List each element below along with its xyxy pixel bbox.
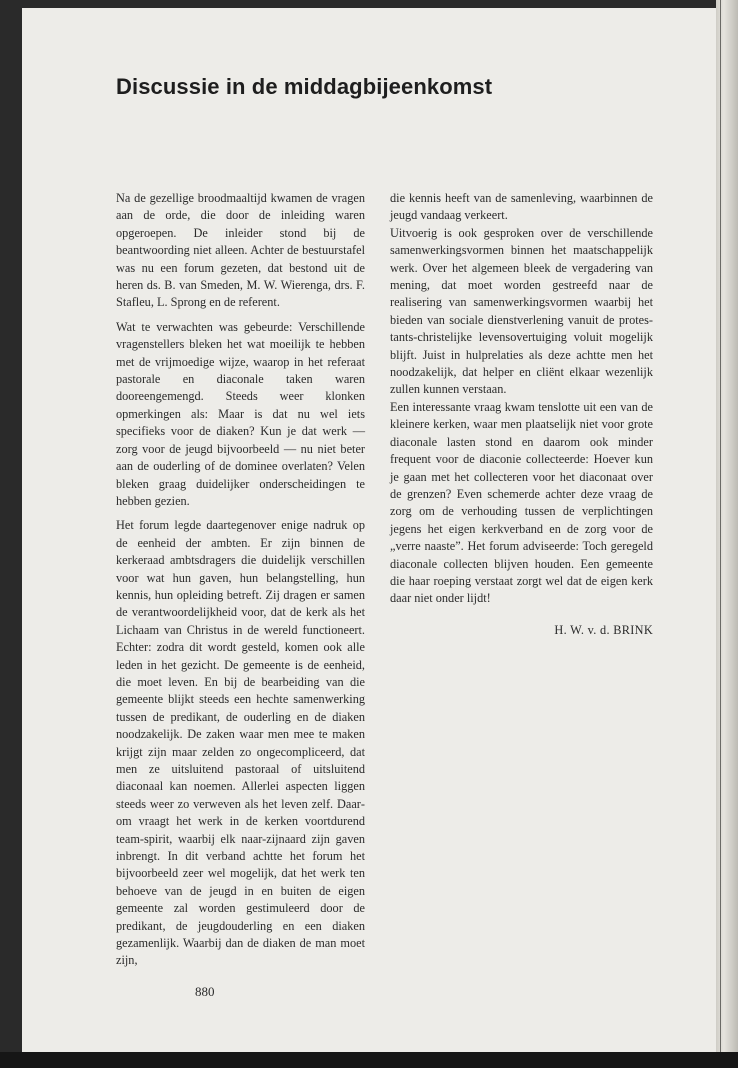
paragraph: die kennis heeft van de samenleving, waarbinnen de jeugd vandaag verkeert. (390, 191, 653, 223)
paragraph: Het forum legde daartegenover enige nadruk op de eenheid der ambten. Er zijn binnen de kerkeraad ambtsdragers die duidelijk verschillen voor wat hun gaven, hun belangstelling, hun kennis, hun opleiding betreft. Zij dragen er samen de verantwoordelijkheid voor, dat de kerk als het Lichaam van Christus in de wereld functioneert. Echter: zodra dit wordt gesteld, komen ook alle leden in het gezicht. De gemeente is de eenheid, die moet leven. En bij de bearbeiding van die gemeente blijkt steeds een hechte samenwerking tussen de predikant, de ouderling en de diaken noodzakelijk. De zaken waar men mee te maken krijgt zijn maar zelden zo ongecompliceerd, dat men ze uitsluitend pastoraal of uitsluitend diaconaal kan noemen. Allerlei aspecten liggen steeds weer zo verweven als het leven zelf. Daarom vraagt het werk in de kerken voortdurend team-spirit, waarbij elk naar-zijnaard zijn gaven inbrengt. In dit verband achtte het forum het bijvoorbeeld zeer wel mogelijk, dat het werk ten behoeve van de jeugd in en buiten de eigen gemeente zal worden gestimuleerd door de predikant, de jeugdouderling en een diaken gezamenlijk. Waarbij dan de diaken de man moet zijn, (116, 518, 365, 968)
paragraph: Na de gezellige broodmaaltijd kwamen de vragen aan de orde, die door de inleiding waren opgeroepen. De inleider stond bij de beantwoording niet alleen. Achter de bestuurstafel was nu een forum gezeten, dat bestond uit de heren ds. B. van Smeden, M. W. Wierenga, drs. F. Stafleu, L. Sprong en de referent. (116, 191, 365, 310)
left-column (116, 190, 365, 977)
paragraph: Een interessante vraag kwam tenslotte uit een van de kleinere kerken, waar men plaatselijk niet voor grote diaconale lasten stond en daarom ook minder frequent voor de diaconie collecteerde: Hoever kun je gaan met het collecteren voor het diaconaat over de grenzen? Even schemerde achter deze vraag de zorg om de verhouding tussen de verplichtingen jegens het eigen kerkverband en de zorg voor de „verre naaste”. Het forum adviseerde: Toch geregeld diaconale collecten blijven houden. Een gemeente die haar roeping verstaat zorgt wel dat de eigen kerk daar niet onder lijdt! (390, 399, 653, 606)
page-edge-right (716, 0, 738, 1068)
page-edge-bottom (0, 1052, 738, 1068)
article-title: Discussie in de middagbijeenkomst (116, 74, 493, 99)
paragraph: Wat te verwachten was gebeurde: Verschillende vragenstellers bleken het wat moeilijk te hebben met de vrijmoedige wijze, waarop in het referaat pastorale en diaconale taken waren dooreengemengd. Steeds weer klonken opmerkingen als: Maar is dat nu wel iets specifieks voor de diaken? Kun je dat werk — zorg voor de jeugd bijvoorbeeld — nu niet beter aan de ouderling of de dominee overlaten? Velen bleken graag duidelijker onderscheidingen te hebben gezien. (116, 319, 365, 508)
author-signature: H. W. v. d. BRINK (554, 622, 653, 637)
right-column (390, 190, 653, 639)
paragraph: Uitvoerig is ook gesproken over de verschillende samenwerkingsvormen binnen het maatschappelijk werk. Over het algemeen bleek de vergadering van mening, dat moet worden gestreefd naar de realisering van samenwerkingsvormen waarbij het bieden van sociale dienstverlening vanuit de protestants-christelijke levensovertuiging voluit mogelijk blijft. Juist in hulprelaties als deze achtte men het noodzakelijk, dat helper en cliënt elkaar wezenlijk zullen kunnen verstaan. (390, 225, 653, 397)
page-number: 880 (195, 984, 215, 999)
